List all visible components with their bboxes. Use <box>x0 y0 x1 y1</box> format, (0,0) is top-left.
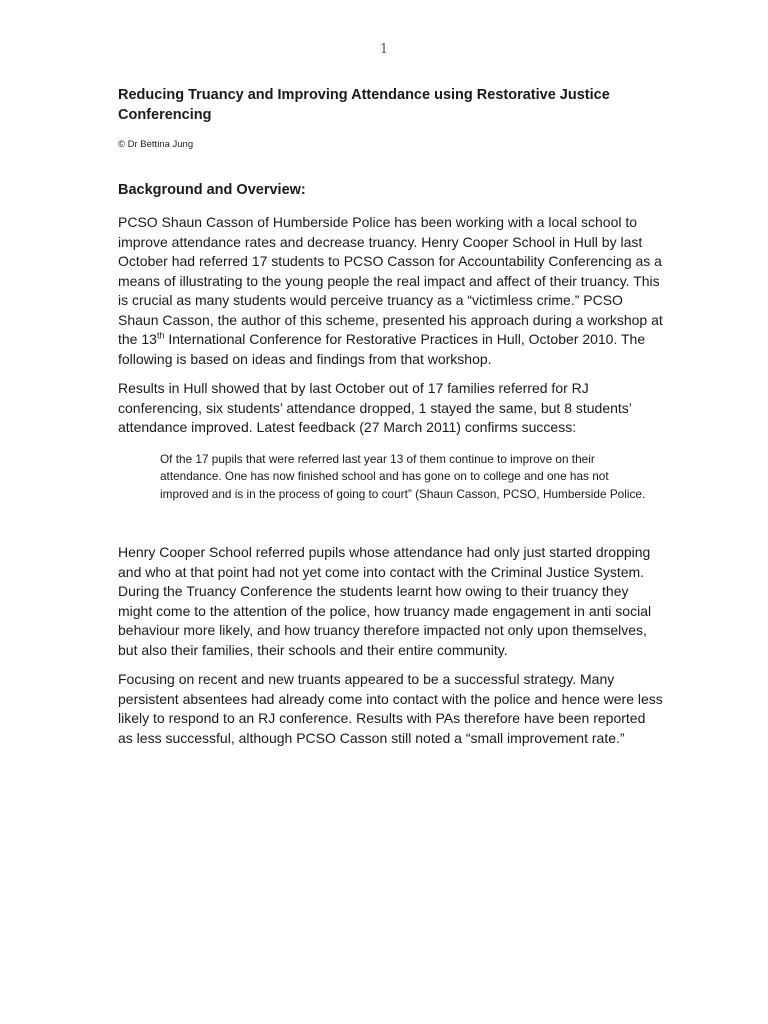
paragraph-1-text-a: PCSO Shaun Casson of Humberside Police has been working with a local school to improve attendance rates and decrease truancy. Henry Cooper School in Hull by last October had referred 17 students to PCSO Casson for Accountability Conferencing as a means of illustrating to the young people the real impact and affect of their truancy. This is crucial as many students would perceive truancy as a “victimless crime.” PCSO Shaun Casson, the author of this scheme, presented his approach during a workshop at the 13 <box>118 214 663 347</box>
paragraph-2: Results in Hull showed that by last October out of 17 families referred for RJ conferencing, six students’ attendance dropped, 1 stayed the same, but 8 students’ attendance improved. Latest feedback (27 March 2011) confirms success: <box>118 380 632 435</box>
document-body <box>118 85 663 748</box>
paragraph-3: Henry Cooper School referred pupils whose attendance had only just started dropping and who at that point had not yet come into contact with the Criminal Justice System. During the Truancy Conference the students learnt how owing to their truancy they might come to the attention of the police, how truancy made engagement in anti social behaviour more likely, and how truancy therefore impacted not only upon themselves, but also their families, their schools and their entire community. <box>118 544 652 658</box>
page-number: 1 <box>379 42 389 57</box>
paragraph-1 <box>118 213 663 369</box>
copyright-notice: © Dr Bettina Jung <box>118 139 194 150</box>
ordinal-superscript: th <box>156 330 165 341</box>
paragraph-1-text-b: International Conference for Restorative Practices in Hull, October 2010. The following is based on ideas and findings from that workshop. <box>118 331 646 367</box>
paragraph-4: Focusing on recent and new truants appeared to be a successful strategy. Many persistent absentees had already come into contact with the police and hence were less likely to respond to an RJ conference. Results with PAs therefore have been reported as less successful, although PCSO Casson still noted a “small improvement rate.” <box>118 671 663 746</box>
block-quote: Of the 17 pupils that were referred last year 13 of them continue to improve on their attendance. One has now finished school and has gone on to college and one has not improved and is in the process of going to court” (Shaun Casson, PCSO, Humberside Police. <box>160 451 646 501</box>
document-title: Reducing Truancy and Improving Attendance using Restorative Justice Conferencing <box>118 87 610 123</box>
section-heading: Background and Overview: <box>118 182 306 198</box>
